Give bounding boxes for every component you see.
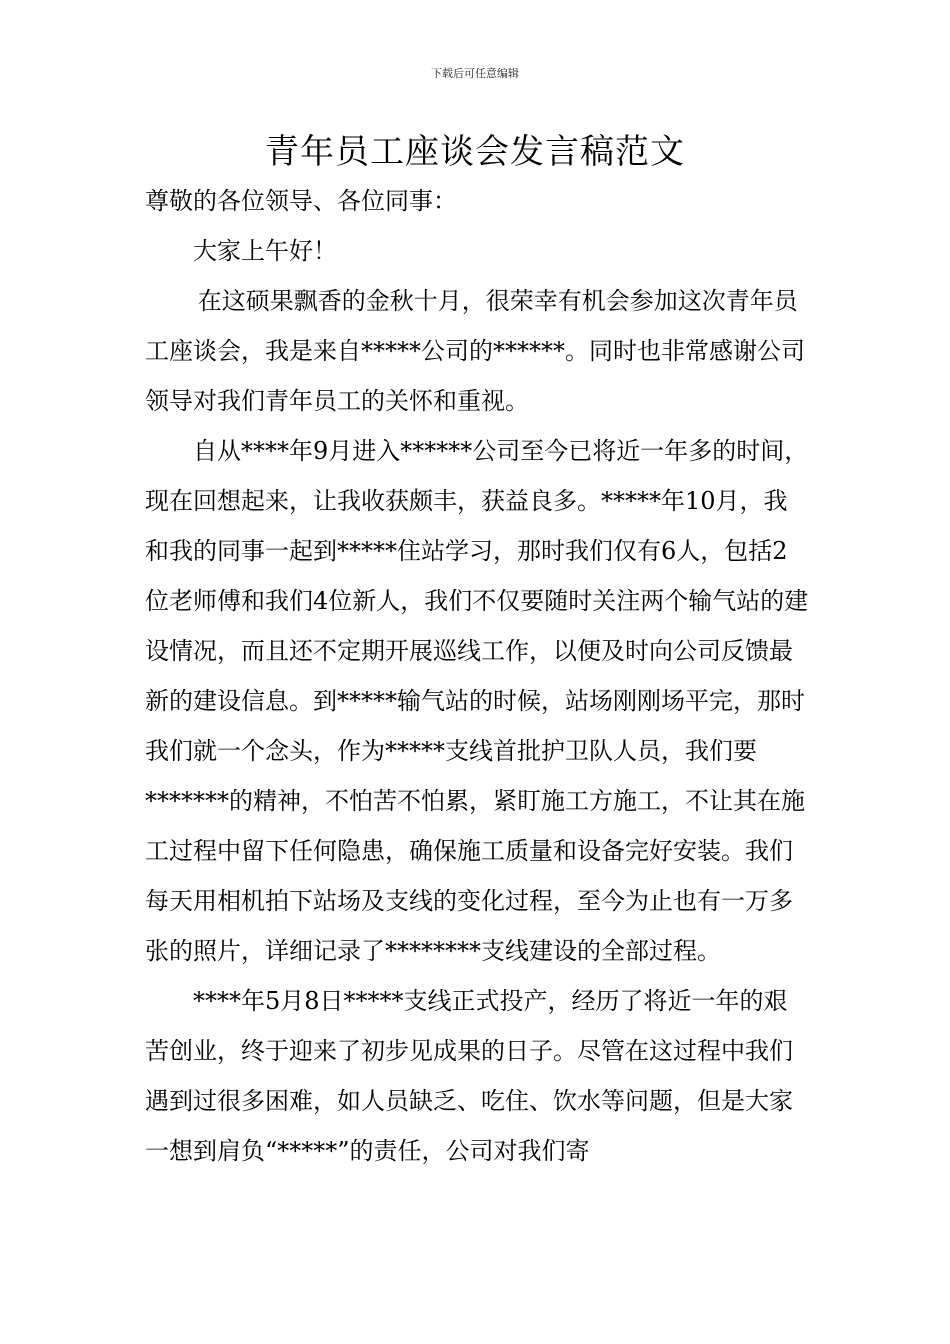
paragraph-intro: 在这硕果飘香的金秋十月，很荣幸有机会参加这次青年员工座谈会，我是来自*****公司的******。同时也非常感谢公司领导对我们青年员工的关怀和重视。 bbox=[145, 287, 805, 415]
salutation: 尊敬的各位领导、各位同事： bbox=[145, 187, 457, 215]
document-body bbox=[145, 176, 809, 1176]
document-title: 青年员工座谈会发言稿范文 bbox=[265, 132, 685, 172]
header-note: 下载后可任意编辑 bbox=[431, 67, 519, 80]
paragraph-commissioning: ****年5月8日*****支线正式投产，经历了将近一年的艰苦创业，终于迎来了初步见成果的日子。尽管在这过程中我们遇到过很多困难，如人员缺乏、吃住、饮水等问题，但是大家一想到肩负“*****”的责任，公司对我们寄 bbox=[145, 987, 793, 1165]
paragraph-greeting: 大家上午好！ bbox=[193, 237, 337, 265]
paragraph-experience: 自从****年9月进入******公司至今已将近一年多的时间，现在回想起来，让我收获颇丰，获益良多。*****年10月，我和我的同事一起到*****住站学习，那时我们仅有6人，包括2位老师傅和我们4位新人，我们不仅要随时关注两个输气站的建设情况，而且还不定期开展巡线工作，以便及时向公司反馈最新的建设信息。到*****输气站的时候，站场刚刚场平完，那时我们就一个念头，作为*****支线首批护卫队人员，我们要*******的精神，不怕苦不怕累，紧盯施工方施工，不让其在施工过程中留下任何隐患，确保施工质量和设备完好安装。我们每天用相机拍下站场及支线的变化过程，至今为止也有一万多张的照片，详细记录了********支线建设的全部过程。 bbox=[145, 437, 809, 965]
